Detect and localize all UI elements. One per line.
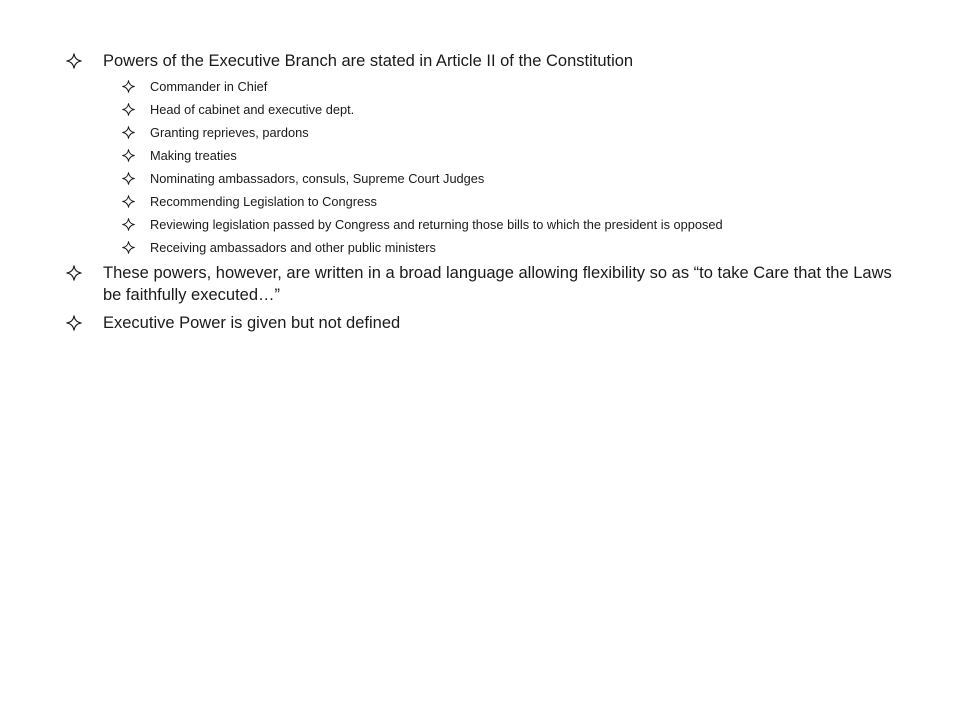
sub-bullet-text: Nominating ambassadors, consuls, Supreme Court Judges: [150, 171, 485, 186]
four-point-star-icon: [122, 172, 135, 185]
sub-bullet-item: [102, 216, 896, 233]
four-point-star-icon: [66, 315, 82, 331]
four-point-star-icon: [66, 53, 82, 69]
bullet-item: [66, 262, 896, 306]
sub-bullet-item: [102, 124, 896, 141]
bullet-list: [66, 50, 896, 334]
sub-bullet-item: [102, 193, 896, 210]
bullet-item: [66, 312, 896, 334]
sub-bullet-item: [102, 170, 896, 187]
sub-bullet-text: Reviewing legislation passed by Congress and returning those bills to which the president is opposed: [150, 217, 723, 232]
four-point-star-icon: [66, 265, 82, 281]
sub-bullet-text: Making treaties: [150, 148, 237, 163]
slide-body: [66, 50, 896, 340]
bullet-text: These powers, however, are written in a broad language allowing flexibility so as “to take Care that the Laws be faithfully executed…”: [103, 264, 892, 304]
four-point-star-icon: [122, 149, 135, 162]
sub-bullet-list: [102, 78, 896, 256]
four-point-star-icon: [122, 241, 135, 254]
sub-bullet-text: Commander in Chief: [150, 79, 268, 94]
sub-bullet-item: [102, 147, 896, 164]
sub-bullet-text: Head of cabinet and executive dept.: [150, 102, 355, 117]
four-point-star-icon: [122, 103, 135, 116]
four-point-star-icon: [122, 218, 135, 231]
bullet-text: Executive Power is given but not defined: [103, 314, 401, 332]
sub-bullet-item: [102, 78, 896, 95]
four-point-star-icon: [122, 126, 135, 139]
four-point-star-icon: [122, 80, 135, 93]
sub-bullet-text: Granting reprieves, pardons: [150, 125, 309, 140]
sub-bullet-item: [102, 101, 896, 118]
sub-bullet-item: [102, 239, 896, 256]
four-point-star-icon: [122, 195, 135, 208]
bullet-item: [66, 50, 896, 256]
bullet-text: Powers of the Executive Branch are stated in Article II of the Constitution: [103, 52, 634, 70]
sub-bullet-text: Receiving ambassadors and other public ministers: [150, 240, 436, 255]
sub-bullet-text: Recommending Legislation to Congress: [150, 194, 377, 209]
